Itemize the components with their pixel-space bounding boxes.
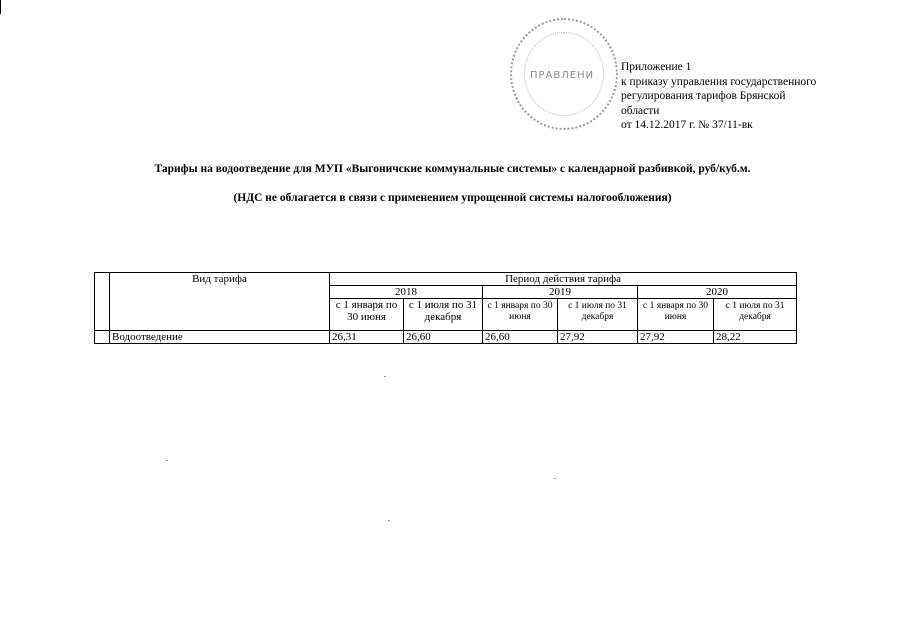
annex-line: от 14.12.2017 г. № 37/11-вк [621,119,753,132]
stamp-text: ПРАВЛЕНИ [530,70,595,81]
value-cell: 26,60 [483,331,558,344]
page-edge-mark [0,0,1,14]
document-title: Тарифы на водоотведение для МУП «Выгоничские коммунальные системы» с календарной разбивкой, руб/куб.м. [154,163,751,175]
period-cell: с 1 июля по 31 декабря [558,299,638,331]
table-row [95,331,797,344]
period-cell: с 1 января по 30 июня [638,299,714,331]
value-cell: 27,92 [638,331,714,344]
row-number-cell [95,331,110,344]
year-header: 2019 [483,286,638,299]
tariff-type-header: Вид тарифа [110,273,330,331]
period-header: Период действия тарифа [330,273,797,286]
annex-line: регулирования тарифов Брянской [621,90,786,103]
period-cell: с 1 июля по 31 декабря [404,299,483,331]
period-cell: с 1 июля по 31 декабря [714,299,797,331]
scan-speck [554,478,556,479]
tariff-name-cell: Водоотведение [110,331,330,344]
scan-speck [388,520,390,521]
value-cell: 28,22 [714,331,797,344]
scan-speck [166,460,168,461]
value-cell: 26,31 [330,331,404,344]
annex-line: Приложение 1 [621,61,692,73]
annex-line: к приказу управления государственного [621,75,817,88]
value-cell: 26,60 [404,331,483,344]
row-number-column [95,273,110,331]
period-cell: с 1 января по 30 июня [483,299,558,331]
value-cell: 27,92 [558,331,638,344]
annex-line: области [621,104,660,117]
official-stamp [510,18,618,130]
year-header: 2018 [330,286,483,299]
period-cell: с 1 января по 30 июня [330,299,404,331]
annex-header [621,60,851,133]
tariff-table [94,272,797,344]
scan-speck [384,376,386,377]
document-subtitle: (НДС не облагается в связи с применением упрощенной системы налогообложения) [233,192,672,204]
year-header: 2020 [638,286,797,299]
